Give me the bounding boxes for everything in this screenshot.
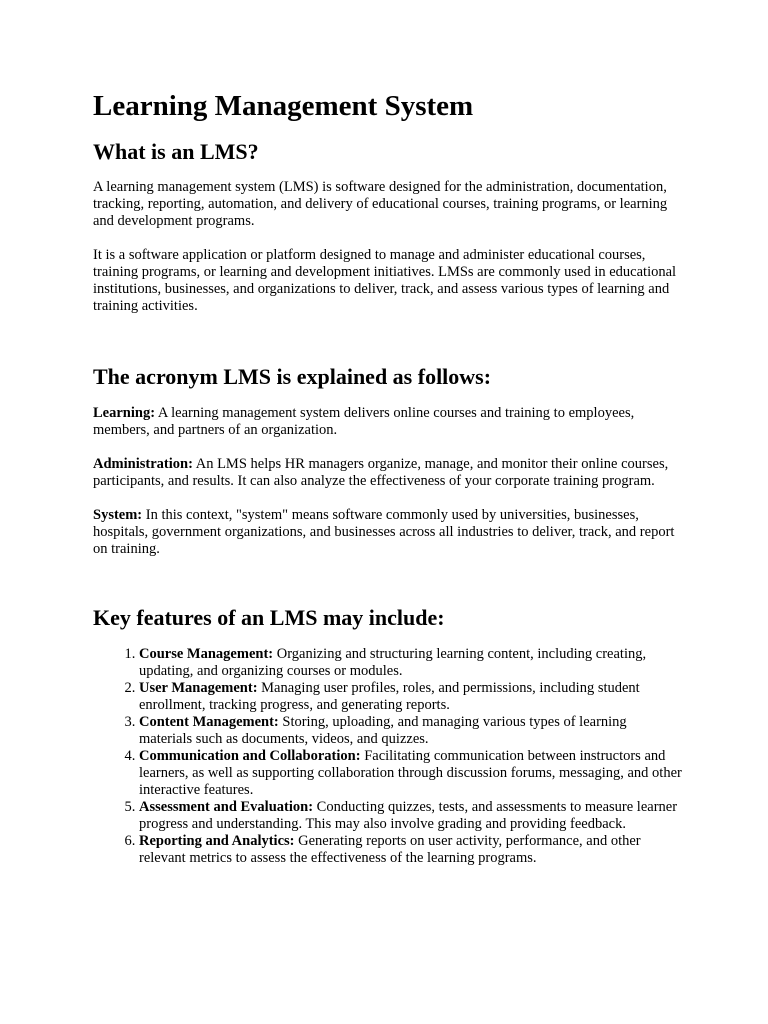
acronym-learning-paragraph — [93, 405, 683, 439]
acronym-system-text: In this context, "system" means software commonly used by universities, businesses, hospitals, government organizations, and businesses across all industries to deliver, track, and report on training. — [93, 507, 675, 557]
acronym-learning-term: Learning: — [93, 405, 156, 421]
acronym-administration-term: Administration: — [93, 456, 193, 472]
page-title: Learning Management System — [93, 90, 474, 122]
acronym-system-term: System: — [93, 507, 143, 523]
acronym-administration-paragraph — [93, 456, 683, 490]
feature-term: User Management: — [139, 680, 258, 696]
feature-item-reporting-analytics — [139, 833, 683, 867]
features-heading: Key features of an LMS may include: — [93, 605, 445, 630]
feature-item-content-management — [139, 714, 683, 748]
feature-item-assessment-evaluation — [139, 799, 683, 833]
feature-item-user-management — [139, 680, 683, 714]
intro-paragraph-1: A learning management system (LMS) is software designed for the administration, documentation, tracking, reporting, automation, and delivery of educational courses, training programs, or learning and development programs. — [93, 179, 668, 229]
what-is-lms-heading: What is an LMS? — [93, 139, 259, 164]
feature-text: Storing, uploading, and managing various types of learning materials such as documents, videos, and quizzes. — [139, 714, 627, 747]
feature-item-course-management — [139, 646, 683, 680]
feature-term: Course Management: — [139, 646, 274, 662]
feature-text: Facilitating communication between instructors and learners, as well as supporting collaboration through discussion forums, messaging, and other interactive features. — [139, 748, 682, 798]
feature-text: Conducting quizzes, tests, and assessments to measure learner progress and understanding. This may also involve grading and providing feedback. — [139, 799, 678, 832]
document-page — [93, 86, 683, 867]
feature-text: Managing user profiles, roles, and permissions, including student enrollment, tracking progress, and generating reports. — [139, 680, 640, 713]
feature-item-communication-collaboration — [139, 748, 683, 799]
feature-term: Content Management: — [139, 714, 279, 730]
feature-term: Communication and Collaboration: — [139, 748, 361, 764]
acronym-learning-text: A learning management system delivers online courses and training to employees, members, and partners of an organization. — [93, 405, 635, 438]
feature-text: Generating reports on user activity, performance, and other relevant metrics to assess the effectiveness of the learning programs. — [139, 833, 641, 866]
intro-paragraph-2: It is a software application or platform designed to manage and administer educational courses, training programs, or learning and development initiatives. LMSs are commonly used in educational institutions, businesses, and organizations to deliver, track, and assess various types of learning and training activities. — [93, 247, 677, 314]
acronym-administration-text: An LMS helps HR managers organize, manage, and monitor their online courses, participants, and results. It can also analyze the effectiveness of your corporate training program. — [93, 456, 669, 489]
features-list — [93, 646, 683, 867]
feature-text: Organizing and structuring learning content, including creating, updating, and organizing courses or modules. — [139, 646, 647, 679]
feature-term: Reporting and Analytics: — [139, 833, 295, 849]
acronym-heading: The acronym LMS is explained as follows: — [93, 364, 492, 389]
feature-term: Assessment and Evaluation: — [139, 799, 314, 815]
acronym-system-paragraph — [93, 507, 683, 558]
